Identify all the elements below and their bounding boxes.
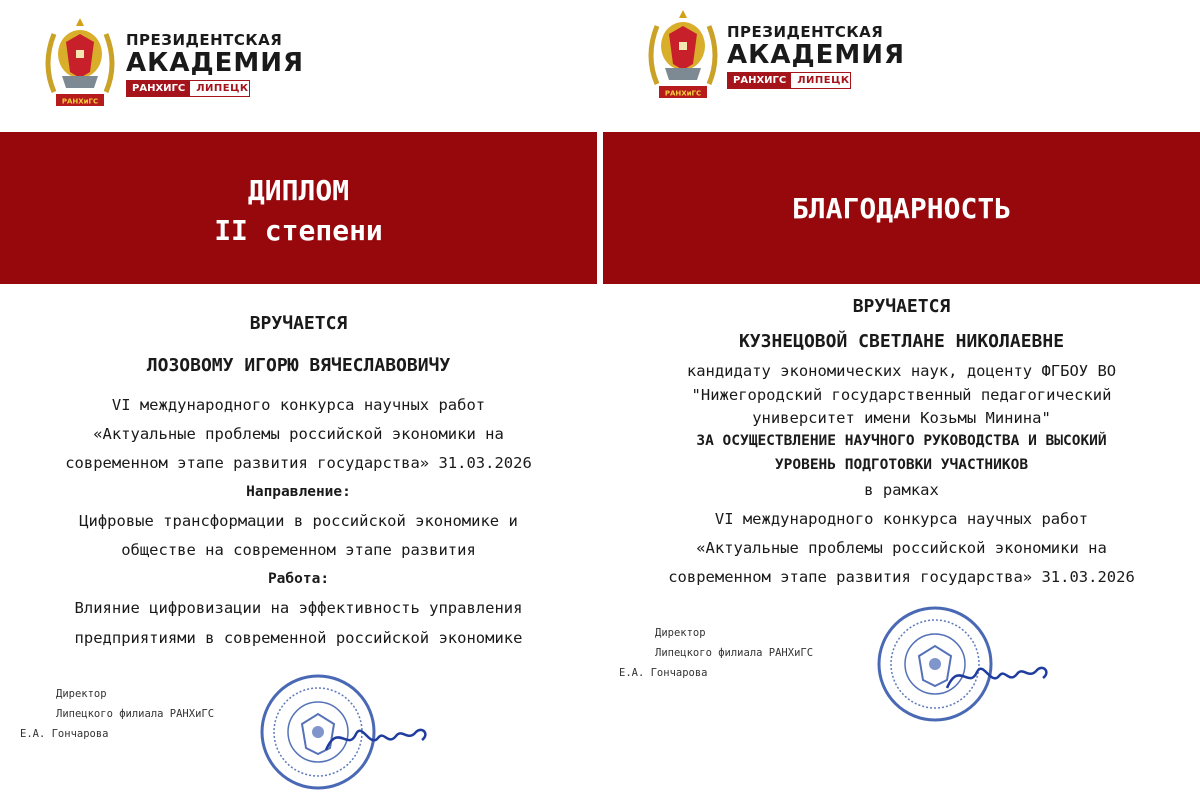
contest-line-1: VI международного конкурса научных работ bbox=[111, 396, 486, 414]
signer-name: Е.А. Гончарова bbox=[20, 728, 109, 740]
brand-line1: ПРЕЗИДЕНТСКАЯ bbox=[126, 31, 283, 49]
academy-brand bbox=[126, 32, 304, 97]
gratitude-document bbox=[603, 0, 1200, 800]
signer-org: Липецкого филиала РАНХиГС bbox=[655, 647, 814, 659]
awarded-heading: ВРУЧАЕТСЯ bbox=[249, 313, 348, 334]
signature-icon bbox=[939, 650, 1059, 700]
contest-line-3: современном этапе развития государства» 31.03.2026 bbox=[65, 454, 532, 472]
contest-line-2: «Актуальные проблемы российской экономики на bbox=[93, 425, 504, 443]
signer-name: Е.А. Гончарова bbox=[619, 667, 708, 679]
work-line-1: Влияние цифровизации на эффективность управления bbox=[74, 599, 523, 617]
recipient-name: КУЗНЕЦОВОЙ СВЕТЛАНЕ НИКОЛАЕВНЕ bbox=[738, 331, 1065, 352]
academy-emblem-icon bbox=[40, 14, 120, 114]
awarded-heading: ВРУЧАЕТСЯ bbox=[852, 296, 951, 317]
reason-line-1: ЗА ОСУЩЕСТВЛЕНИЕ НАУЧНОГО РУКОВОДСТВА И ВЫСОКИЙ bbox=[696, 433, 1107, 449]
signature-icon bbox=[318, 712, 438, 762]
academy-emblem-icon bbox=[643, 6, 723, 106]
contest-line-3: современном этапе развития государства» 31.03.2026 bbox=[668, 568, 1135, 586]
work-label: Работа: bbox=[267, 571, 330, 587]
reason-line-2: УРОВЕНЬ ПОДГОТОВКИ УЧАСТНИКОВ bbox=[774, 457, 1029, 473]
signer-title: Директор bbox=[655, 627, 706, 639]
brand-line2: АКАДЕМИЯ bbox=[727, 40, 906, 70]
diploma-document bbox=[0, 0, 597, 800]
recipient-desc-line-1: кандидату экономических наук, доценту ФГБОУ ВО bbox=[686, 362, 1117, 380]
brand-tag-right: ЛИПЕЦК bbox=[196, 83, 249, 94]
direction-line-2: обществе на современном этапе развития bbox=[121, 541, 476, 559]
signer-org: Липецкого филиала РАНХиГС bbox=[56, 708, 215, 720]
academy-brand bbox=[727, 24, 905, 89]
direction-label: Направление: bbox=[246, 484, 351, 500]
emblem-ribbon-text: РАНХиГС bbox=[61, 97, 99, 106]
contest-line-2: «Актуальные проблемы российской экономики на bbox=[696, 539, 1107, 557]
work-line-2: предприятиями в современной российской экономике bbox=[74, 629, 523, 647]
recipient-desc-line-2: "Нижегородский государственный педагогический bbox=[691, 386, 1112, 404]
contest-line-1: VI международного конкурса научных работ bbox=[714, 510, 1089, 528]
direction-line-1: Цифровые трансформации в российской экономике и bbox=[79, 512, 518, 530]
within-text: в рамках bbox=[864, 481, 939, 499]
signer-title: Директор bbox=[56, 688, 107, 700]
diploma-title: ДИПЛОМ bbox=[247, 174, 350, 207]
brand-line1: ПРЕЗИДЕНТСКАЯ bbox=[727, 23, 884, 41]
brand-tag bbox=[126, 80, 250, 97]
recipient-name: ЛОЗОВОМУ ИГОРЮ ВЯЧЕСЛАВОВИЧУ bbox=[146, 355, 451, 376]
brand-tag bbox=[727, 72, 851, 89]
brand-tag-left: РАНХИГС bbox=[728, 73, 791, 88]
diploma-degree: II степени bbox=[214, 214, 383, 247]
gratitude-title: БЛАГОДАРНОСТЬ bbox=[791, 192, 1012, 225]
brand-line2: АКАДЕМИЯ bbox=[126, 48, 305, 78]
brand-tag-right: ЛИПЕЦК bbox=[797, 75, 850, 86]
title-band bbox=[603, 132, 1200, 284]
brand-tag-left: РАНХИГС bbox=[127, 81, 190, 96]
emblem-ribbon-text: РАНХиГС bbox=[664, 89, 702, 98]
title-band bbox=[0, 132, 597, 284]
recipient-desc-line-3: университет имени Козьмы Минина" bbox=[752, 409, 1051, 427]
